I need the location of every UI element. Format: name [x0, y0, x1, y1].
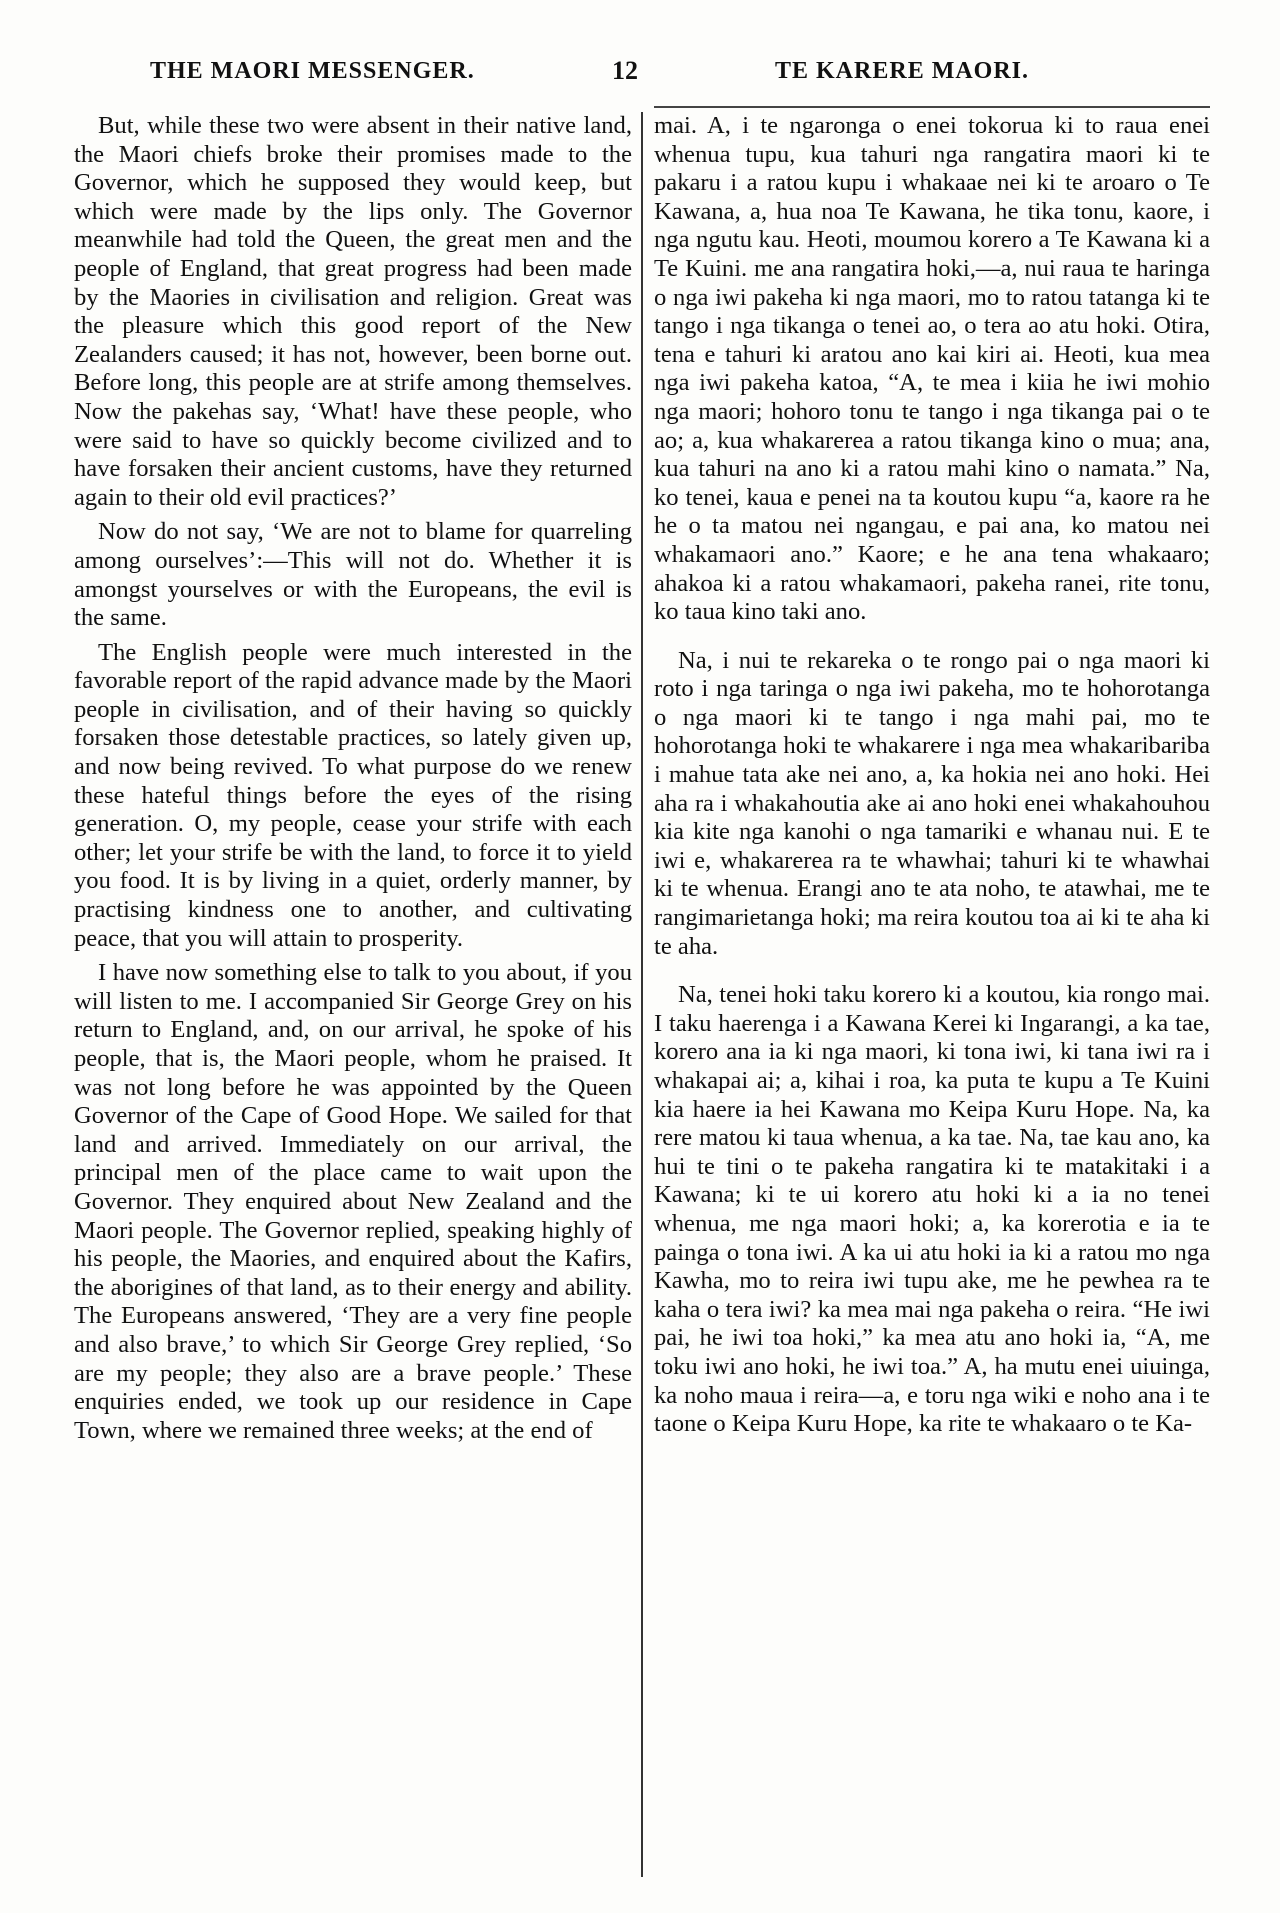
page-header: [0, 52, 1280, 92]
maori-column: [654, 112, 1210, 1459]
column-divider: [641, 112, 643, 1877]
english-paragraph-4: I have now something else to talk to you about, if you will listen to me. I accompanied Sir George Grey on his return to England, and, on our arrival, he spoke of his people, that is, the Maori people, whom he praised. It was not long before he was appointed by the Queen Governor of the Cape of Good Hope. We sailed for that land and arrived. Immediately on our arrival, the principal men of the place came to wait upon the Governor. They enquired about New Zealand and the Maori people. The Governor replied, speaking highly of his people, the Maories, and enquired about the Kafirs, the aborigines of that land, as to their energy and ability. The Europeans answered, ‘They are a very fine people and also brave,’ to which Sir George Grey replied, ‘So are my people; they also are a brave people.’ These enquiries ended, we took up our residence in Cape Town, where we remained three weeks; at the end of: [74, 959, 632, 1444]
english-paragraph-3: The English people were much interested in the favorable report of the rapid advance made by the Maori people in civilisation, and of their having so quickly forsaken those detestable practices, so lately given up, and now being revived. To what purpose do we renew these hateful things before the eyes of the rising generation. O, my people, cease your strife with each other; let your strife be with the land, to force it to yield you food. It is by living in a quiet, orderly manner, by practising kindness one to another, and cultivating peace, that you will attain to prosperity.: [74, 638, 632, 952]
maori-paragraph-3: Na, tenei hoki taku korero ki a koutou, kia rongo mai. I taku haerenga i a Kawana Kerei ki Ingarangi, a ka tae, korero ana ia ki nga maori, ki tona iwi, ki tana iwi ra i whakapai ai; a, kihai i roa, ka puta te kupu a Te Kuini kia haere ia hei Kawana mo Keipa Kuru Hope. Na, ka rere matou ki taua whenua, a ka tae. Na, tae kau ano, ka hui te tini o te pakeha rangatira ki te matakitaki i a Kawana; ki te ui korero atu hoki ki a ia no tenei whenua, me nga maori hoki; a, ka korerotia e ia te painga o tona iwi. A ka ui atu hoki ia ki a ratou mo nga Kawha, mo to reira iwi tupu ake, me he pewhea ra te kaha o tera iwi? ka mea mai nga pakeha o reira. “He iwi pai, he iwi toa hoki,” ka mea atu ano hoki ia, “A, me toku iwi ano hoki, he iwi toa.” A, ha mutu enei uiuinga, ka noho maua i reira—a, e toru nga wiki e noho ana i te taone o Keipa Kuru Hope, ka rite te whakaaro o te Ka-: [654, 981, 1210, 1438]
english-column: [74, 112, 632, 1451]
english-masthead: THE MAORI MESSENGER.: [150, 58, 475, 84]
maori-paragraph-1: mai. A, i te ngaronga o enei tokorua ki to raua enei whenua tupu, kua tahuri nga rangatira maori ki te pakaru i a ratou kupu i whakaae nei ki te aroaro o Te Kawana, a, hua noa Te Kawana, he tika tonu, kaore, i nga ngutu kau. Heoti, moumou korero a Te Kawana ki a Te Kuini. me ana rangatira hoki,—a, nui raua te haringa o nga iwi pakeha ki nga maori, mo to ratou tatanga ki te tango i nga tikanga o tenei ao, o tera ao atu hoki. Otira, tena e tahuri ki aratou ano kai kiri ai. Heoti, kua mea nga iwi pakeha katoa, “A, te mea i kiia he iwi mohio nga maori; hohoro tonu te tango i nga tikanga pai o te ao; a, kua whakarerea a ratou tikanga kino o mua; ana, kua tahuri na ano ki a ratou mahi kino o namata.” Na, ko tenei, kaua e penei na ta koutou kupu “a, kaore ra he he o ta matou nei ngangau, e pai ana, ko matou nei whakamaori ano.” Kaore; e he ana tena whakaaro; ahakoa ki a ratou whakamaori, pakeha ranei, rite tonu, ko taua kino taki ano.: [654, 112, 1210, 626]
column-top-rule: [654, 106, 1210, 108]
maori-paragraph-2: Na, i nui te rekareka o te rongo pai o nga maori ki roto i nga taringa o nga iwi pakeha, mo te hohorotanga o nga maori ki te tango i nga mahi pai, mo te hohorotanga hoki te whakarere i nga mea whakaribariba i mahue tata ake nei ano, a, ka hokia nei ano hoki. Hei aha ra i whakahoutia ake ai ano hoki enei whakahouhou kia kite nga kanohi o nga tamariki e whanau nui. E te iwi e, whakarerea ra te whawhai; tahuri ki te whawhai ki te whenua. Erangi ano te ata noho, te atawhai, me te rangimarietanga hoki; ma reira koutou toa ai ki te aha ki te aha.: [654, 646, 1210, 960]
english-paragraph-1: But, while these two were absent in their native land, the Maori chiefs broke their promises made to the Governor, which he supposed they would keep, but which were made by the lips only. The Governor meanwhile had told the Queen, the great men and the people of England, that great progress had been made by the Maories in civilisation and religion. Great was the pleasure which this good report of the New Zealanders caused; it has not, however, been borne out. Before long, this people are at strife among themselves. Now the pakehas say, ‘What! have these people, who were said to have so quickly become civilized and to have forsaken their ancient customs, have they returned again to their old evil practices?’: [74, 112, 632, 511]
page-number: 12: [612, 56, 638, 85]
maori-masthead: TE KARERE MAORI.: [775, 58, 1030, 84]
english-paragraph-2: Now do not say, ‘We are not to blame for quarreling among ourselves’:—This will not do. Whether it is amongst yourselves or with the Europeans, the evil is the same.: [74, 518, 632, 632]
